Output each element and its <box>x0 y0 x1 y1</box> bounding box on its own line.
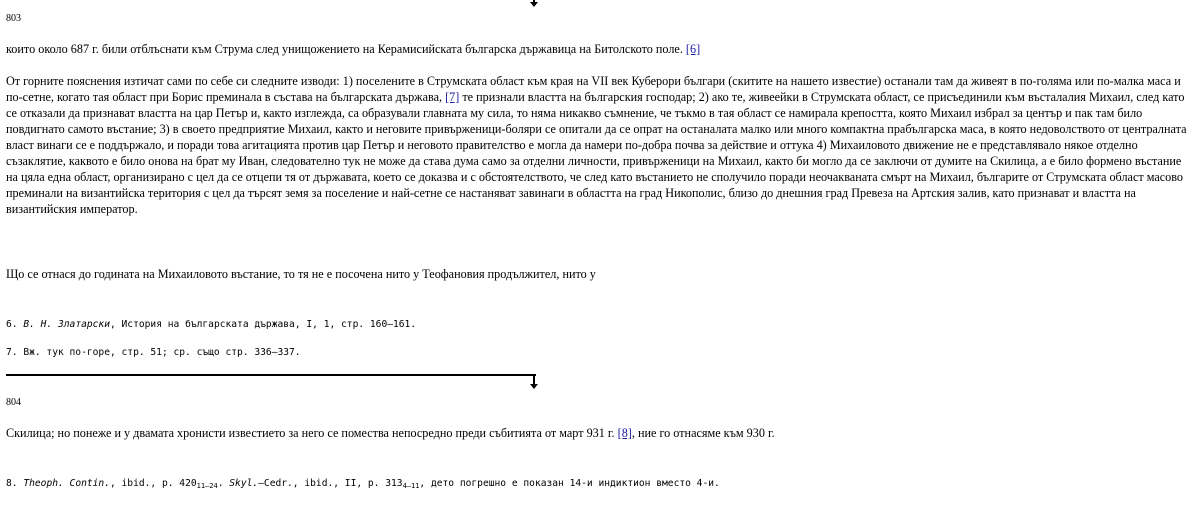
page-break-arrow <box>530 384 538 389</box>
source-skyl: Skyl. <box>229 478 259 489</box>
separator-dot: . <box>217 478 230 489</box>
page-separator-line <box>6 374 536 376</box>
page-break-arrow-top <box>530 2 538 7</box>
paragraph-803-2 <box>6 73 1194 217</box>
paragraph-text-a: Скилица; но понеже и у двамата хронисти известието за него се помества непосредно преди събитията от март 931 г. <box>6 426 618 440</box>
page-range-sub: 11–24 <box>196 482 218 490</box>
page-number-804: 804 <box>6 397 21 408</box>
footnote-link-7[interactable]: [7] <box>445 90 460 104</box>
footnote-number: 6. <box>6 319 18 330</box>
paragraph-text-b: те признали властта на българския господар; 2) ако те, живеейки в Струмската област, се присъединили към въсталалия Михаил, след като се отказали да признават властта на цар Петър и, както изглежда, са образували главната му сила, то няма никакво съмнение, че тъкмо в тая област се намирала крепостта, която Михаил избрал за център и пак там било повдигнато самото въстание; 3) в своето предприятие Михаил, както и неговите привърженици-боляри се опитали да се опрат на останалата малко или много компактна прабългарска маса, в която недоволството от централната власт винаги се е поддържало, и поради това агитацията против цар Петър и неговото правителство е могла да намери по-добра почва за действие и оттука 4) Михаиловото движение не е представлявало някое отделно съзаклятие, каквото е било онова на брат му Иван, следователно тук не може да става дума само за отделни личности, привърженици на Михаил, както би могло да се заключи от думите на Скилица, а е било формено въстание на цяла една област, организирано с цел да се отцепи тя от държавата, което се доказва и с обстоятелството, че след като въстанието не сполучило поради неочакваната смърт на Михаил, българите от Струмската област масово преминали на византийска територия с цел да търсят земя за поселение и най-сетне се настаняват завинаги в областта на град Никополис, близо до днешния град Превеза на Артския залив, като признават и властта на византийския император. <box>6 90 1187 216</box>
citation-ibid: , ibid., p. 420 <box>109 478 197 489</box>
paragraph-804-1 <box>6 425 1194 441</box>
footnote-number: 8. <box>6 478 18 489</box>
page-number-803: 803 <box>6 13 21 24</box>
footnote-8 <box>6 478 1194 490</box>
paragraph-803-1 <box>6 41 1194 57</box>
page-range-sub: 4–11 <box>402 482 420 490</box>
footnote-7: 7. Вж. тук по-горе, стр. 51; ср. също стр. 336—337. <box>6 347 301 358</box>
footnote-tail: , дето погрешно е показан 14-и индиктион вместо 4-и. <box>419 478 720 489</box>
footnote-author: В. Н. Златарски <box>23 319 110 330</box>
paragraph-text-a: От горните пояснения изтичат сами по себе си следните изводи: 1) поселените в Струмската област към края на VII век Куберори българи (скитите на нашето известие) останали там да живеят в по-голяма или по-малка маса и по-сетне, когато тая област при Борис преминала в състава на българската държава, <box>6 74 1181 104</box>
footnote-6 <box>6 319 1194 331</box>
footnote-link-6[interactable]: [6] <box>685 42 701 56</box>
paragraph-text: които около 687 г. били отблъснати към Струма след унищожението на Керамисийската българска държавица на Битолското поле. <box>6 42 686 56</box>
footnote-link-8[interactable]: [8] <box>617 426 632 440</box>
paragraph-803-3: Що се отнася до годината на Михаиловото въстание, то тя не е посочена нито у Теофановия продължител, нито у <box>6 267 596 281</box>
footnote-text: , История на българската държава, I, 1, стр. 160—161. <box>109 319 417 330</box>
source-theoph: Theoph. Contin. <box>23 478 110 489</box>
paragraph-text-b: , ние го отнасяме към 930 г. <box>631 426 775 440</box>
citation-cedr: —Cedr., ibid., II, p. 313 <box>258 478 403 489</box>
